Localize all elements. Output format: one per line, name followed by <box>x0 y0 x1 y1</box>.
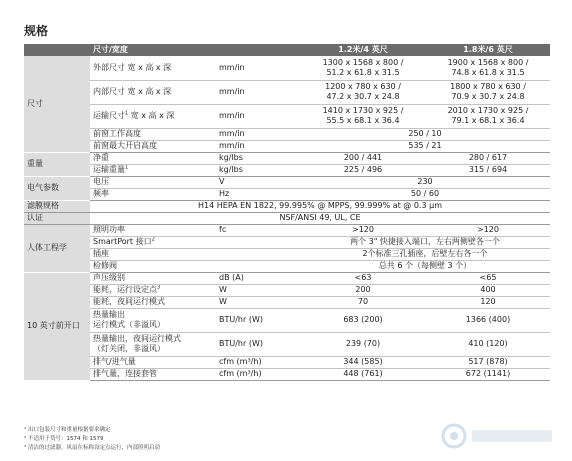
section-title: 规格 <box>24 24 49 38</box>
table-row <box>24 56 550 80</box>
row-unit: cfm (m³/h) <box>216 356 300 368</box>
table-row <box>24 164 550 176</box>
table-row <box>24 272 550 284</box>
value-6ft: 120 <box>426 296 550 308</box>
row-unit-empty <box>216 248 300 260</box>
value-6ft: 280 / 617 <box>426 152 550 164</box>
value-filter: H14 HEPA EN 1822, 99.995% @ MPPS, 99.999% at @ 0.3 μm <box>90 200 550 212</box>
footnote: ³ 清洁的过滤器，风扇在标称设定点运行，内部照明启动 <box>24 445 160 451</box>
row-unit: W <box>216 296 300 308</box>
row-unit: mm/in <box>216 140 300 152</box>
value-4ft: 200 / 441 <box>300 152 426 164</box>
value-both: 535 / 21 <box>300 140 550 152</box>
table-row <box>24 248 550 260</box>
table-row <box>24 104 550 128</box>
header-dimension: 尺寸/宽度 <box>90 44 216 56</box>
value-6ft: 410 (120) <box>426 332 550 356</box>
row-unit: dB (A) <box>216 272 300 284</box>
spec-table <box>24 44 550 381</box>
table-row <box>24 284 550 296</box>
group-ergonomics: 人体工程学 <box>24 224 90 272</box>
value-4ft: 1200 x 780 x 630 / 47.2 x 30.7 x 24.8 <box>300 80 426 104</box>
row-label: 插座 <box>90 248 216 260</box>
row-unit: BTU/hr (W) <box>216 332 300 356</box>
value-6ft: 2010 x 1730 x 925 / 79.1 x 68.1 x 36.4 <box>426 104 550 128</box>
watermark-logo-icon <box>440 421 558 451</box>
value-4ft: 200 <box>300 284 426 296</box>
value-4ft: 239 (70) <box>300 332 426 356</box>
table-row <box>24 236 550 248</box>
value-both: 50 / 60 <box>300 188 550 200</box>
header-unit-empty <box>216 44 300 56</box>
table-row <box>24 200 550 212</box>
row-label: 内部尺寸 宽 x 高 x 深 <box>90 80 216 104</box>
value-4ft: 1300 x 1568 x 800 / 51.2 x 61.8 x 31.5 <box>300 56 426 80</box>
row-label: 能耗，夜间运行模式 <box>90 296 216 308</box>
row-unit: mm/in <box>216 56 300 80</box>
header-col-4ft: 1.2米/4 英尺 <box>300 44 426 56</box>
group-weight: 重量 <box>24 152 90 176</box>
value-4ft: 1410 x 1730 x 925 / 55.5 x 68.1 x 36.4 <box>300 104 426 128</box>
row-unit: mm/in <box>216 104 300 128</box>
row-label: 电压 <box>90 176 216 188</box>
value-6ft: 1366 (400) <box>426 308 550 332</box>
row-label: 外部尺寸 宽 x 高 x 深 <box>90 56 216 80</box>
value-4ft: 683 (200) <box>300 308 426 332</box>
header-col-6ft: 1.8米/6 英尺 <box>426 44 550 56</box>
value-6ft: 517 (878) <box>426 356 550 368</box>
value-both: 250 / 10 <box>300 128 550 140</box>
row-unit-empty <box>216 260 300 272</box>
group-cert: 认证 <box>24 212 90 224</box>
row-label: 排气/进气量 <box>90 356 216 368</box>
header-empty <box>24 44 90 56</box>
table-row <box>24 140 550 152</box>
row-unit: fc <box>216 224 300 236</box>
row-label: SmartPort 接口$^2$ <box>90 236 216 248</box>
table-row <box>24 332 550 356</box>
value-4ft: 448 (761) <box>300 368 426 380</box>
value-4ft: 70 <box>300 296 426 308</box>
value-6ft: 672 (1141) <box>426 368 550 380</box>
table-row <box>24 188 550 200</box>
value-4ft: 344 (585) <box>300 356 426 368</box>
value-6ft: 1900 x 1568 x 800 / 74.8 x 61.8 x 31.5 <box>426 56 550 80</box>
row-label: 检修阀 <box>90 260 216 272</box>
table-header-row <box>24 44 550 56</box>
row-label: 照明功率 <box>90 224 216 236</box>
table-row <box>24 296 550 308</box>
group-electrical: 电气参数 <box>24 176 90 200</box>
row-label: 声压级别 <box>90 272 216 284</box>
row-label: 热量输出，夜间运行模式 （灯关闭，非溢风） <box>90 332 216 356</box>
row-label: 能耗，运行设定点$^3$ <box>90 284 216 296</box>
value-6ft: 315 / 694 <box>426 164 550 176</box>
value-6ft: >120 <box>426 224 550 236</box>
table-row <box>24 80 550 104</box>
value-4ft: >120 <box>300 224 426 236</box>
value-cert: NSF/ANSI 49, UL, CE <box>90 212 550 224</box>
row-label: 热量输出 运行模式（非溢风） <box>90 308 216 332</box>
footnotes <box>24 426 160 453</box>
value-both: 总共 6 个（每侧壁 3 个） <box>300 260 550 272</box>
row-unit: BTU/hr (W) <box>216 308 300 332</box>
table-row <box>24 176 550 188</box>
group-filter: 滤膜规格 <box>24 200 90 212</box>
row-unit: mm/in <box>216 80 300 104</box>
row-unit: cfm (m³/h) <box>216 368 300 380</box>
table-row <box>24 212 550 224</box>
table-row <box>24 224 550 236</box>
row-label: 运输尺寸$^1$ 宽 x 高 x 深 <box>90 104 216 128</box>
value-4ft: <63 <box>300 272 426 284</box>
row-label: 净重 <box>90 152 216 164</box>
table-row <box>24 260 550 272</box>
group-10in-opening: 10 英寸前开口 <box>24 272 90 380</box>
value-both: 230 <box>300 176 550 188</box>
row-label: 前窗最大开启高度 <box>90 140 216 152</box>
table-row <box>24 128 550 140</box>
table-row <box>24 368 550 380</box>
value-both: 两个 3" 快捷接入端口，左右两侧壁各一个 <box>300 236 550 248</box>
row-label: 排气量，连接套管 <box>90 368 216 380</box>
table-row <box>24 308 550 332</box>
row-unit: kg/lbs <box>216 164 300 176</box>
row-unit: mm/in <box>216 128 300 140</box>
row-unit: W <box>216 284 300 296</box>
row-unit: Hz <box>216 188 300 200</box>
table-row <box>24 356 550 368</box>
row-unit: V <box>216 176 300 188</box>
group-size: 尺寸 <box>24 56 90 152</box>
row-label: 频率 <box>90 188 216 200</box>
value-6ft: 400 <box>426 284 550 296</box>
value-both: 2个标准三孔插座，后壁左右各一个 <box>300 248 550 260</box>
table-row <box>24 152 550 164</box>
footnote: ¹ 出口包装尺寸和重量根据要求确定 <box>24 427 111 433</box>
row-unit-empty <box>216 236 300 248</box>
footnote: ² 不适用于货号：1574 和 1579 <box>24 436 104 442</box>
value-4ft: 225 / 496 <box>300 164 426 176</box>
row-label: 前窗工作高度 <box>90 128 216 140</box>
value-6ft: 1800 x 780 x 630 / 70.9 x 30.7 x 24.8 <box>426 80 550 104</box>
value-6ft: <65 <box>426 272 550 284</box>
row-label: 运输重量$^1$ <box>90 164 216 176</box>
row-unit: kg/lbs <box>216 152 300 164</box>
